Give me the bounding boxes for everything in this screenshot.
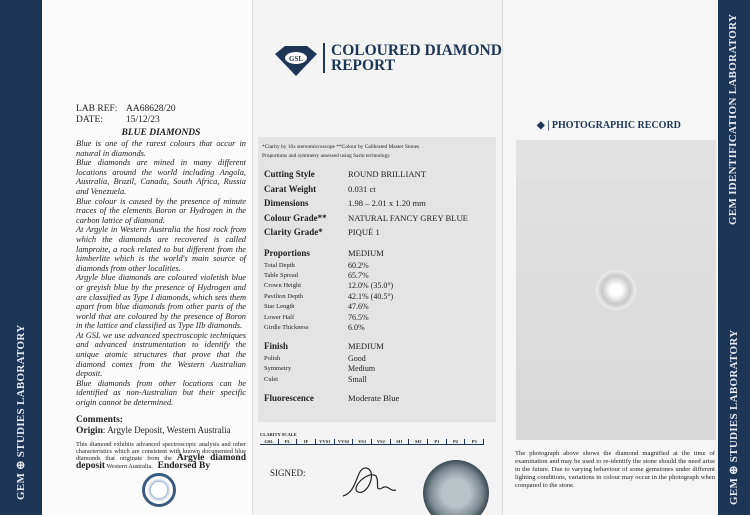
clarity-grade: P3: [465, 439, 484, 444]
row-label: Proportions: [264, 247, 310, 258]
statement-bold: Argyle diamond deposit: [76, 453, 246, 471]
row-value: Moderate Blue: [348, 392, 400, 403]
row-value: 47.6%: [348, 302, 369, 312]
clarity-grade: IF: [297, 439, 316, 444]
row-value: 1.98 – 2.01 x 1.20 mm: [348, 198, 426, 209]
row-label: Colour Grade**: [264, 212, 327, 223]
heading: BLUE DIAMONDS: [121, 128, 201, 138]
grading-row: [264, 302, 496, 312]
grading-row: [264, 196, 496, 211]
brand-text-bottom: GEM ⊕ STUDIES LABORATORY: [728, 329, 740, 505]
paragraph: Blue diamonds from other locations can be identified as non-Australian but their specific origin cannot be determined.: [76, 378, 246, 408]
clarity-scale: [260, 432, 484, 445]
grading-row: [264, 225, 496, 240]
date-label: DATE:: [76, 115, 103, 125]
diamond-photo: [516, 140, 716, 440]
row-label: Dimensions: [264, 198, 309, 209]
clarity-grade: VS1: [353, 439, 372, 444]
row-value: 60.2%: [348, 260, 369, 270]
grading-row: [264, 364, 496, 374]
row-label: Cutting Style: [264, 169, 315, 180]
grading-row: [264, 246, 496, 261]
row-value: 6.0%: [348, 323, 365, 333]
row-value: Good: [348, 353, 366, 363]
title-line-1: COLOURED DIAMOND: [331, 42, 502, 59]
row-label: Girdle Thickness: [264, 324, 309, 332]
row-value: NATURAL FANCY GREY BLUE: [348, 212, 468, 223]
row-value: MEDIUM: [348, 340, 384, 351]
clarity-grade: P1: [428, 439, 447, 444]
diamond-icon: ◆ |: [537, 120, 552, 131]
grading-row: [264, 260, 496, 270]
row-label: Table Spread: [264, 272, 299, 280]
row-label: Finish: [264, 340, 289, 351]
middle-panel: [252, 0, 502, 515]
note: Proportions and symmetry assessed using Sarin technology: [262, 153, 390, 159]
paragraph: At GSL we use advanced spectroscopic techniques and advanced instrumentation to identify the unique atomic structures that prove that the diamond comes from the Western Australian deposit.: [76, 330, 246, 379]
lab-reference: [76, 104, 246, 126]
row-label: Fluorescence: [264, 392, 314, 403]
footnotes: [262, 143, 496, 161]
brand-text: GEM ⊕ STUDIES LABORATORY: [15, 324, 27, 500]
row-label: Crown Height: [264, 282, 302, 290]
row-label: Pavilion Depth: [264, 292, 304, 300]
paragraph: Blue colour is caused by the presence of minute traces of the elements Boron or Hydrogen in the carbon lattice of diamond.: [76, 196, 246, 225]
clarity-grade: SI1: [391, 439, 410, 444]
note: *Clarity by 10x stereomicroscope **Colour by Calibrated Master Stones: [262, 144, 420, 150]
title-line-2: REPORT: [331, 57, 396, 74]
grading-row: [264, 353, 496, 363]
gsl-logo-icon: [273, 44, 319, 78]
brand-text-top: GEM IDENTIFICATION LABORATORY: [727, 13, 739, 225]
blue-diamonds-text: [76, 128, 246, 408]
clarity-grade: FL: [279, 439, 298, 444]
row-value: Small: [348, 374, 367, 384]
right-brand-strip: [718, 0, 750, 515]
svg-text:GSL: GSL: [288, 55, 304, 63]
photographic-record-heading: [537, 120, 681, 131]
clarity-grade: VVS2: [335, 439, 354, 444]
grading-row: [264, 211, 496, 226]
paragraph: At Argyle in Western Australia the host rock from which the diamonds are recovered is called lamproite, a rock related to but different from the kimberlite which is the world's main source of diamonds from other localities.: [76, 225, 246, 273]
grading-box: [258, 137, 496, 422]
row-label: Culet: [264, 375, 279, 383]
hologram-seal-icon: [423, 460, 489, 515]
grading-row: [264, 339, 496, 354]
comments-label: Comments:: [76, 414, 123, 425]
paragraph: Blue is one of the rarest colours that occur in natural in diamonds.: [76, 139, 246, 158]
clarity-grade: GSL: [260, 439, 279, 444]
row-label: Clarity Grade*: [264, 227, 323, 238]
row-label: Lower Half: [264, 313, 295, 321]
signature-icon: [338, 462, 398, 502]
paragraph: Argyle blue diamonds are coloured violetish blue or greyish blue by the presence of Hydrogen and are classified as Type I diamonds, which sets them apart from blue diamonds from other parts of the world that are coloured by the presence of Boron in the lattice and classified as Type IIb diamonds.: [76, 273, 246, 331]
row-label: Star Length: [264, 303, 295, 311]
grading-row: [264, 374, 496, 384]
row-value: 12.0% (35.0°): [348, 281, 394, 291]
row-value: 76.5%: [348, 312, 369, 322]
right-panel: [502, 0, 718, 515]
diamond-image-icon: [596, 270, 636, 310]
left-brand-strip: [0, 0, 42, 515]
statement-text: This diamond exhibits advanced spectroscopic analysis and other characteristics which are consistent with known documented blue diamonds that originate from the: [76, 440, 246, 463]
origin-value: Argyle Deposit, Western Australia: [107, 425, 231, 436]
row-value: ROUND BRILLIANT: [348, 169, 427, 180]
row-label: Symmetry: [264, 365, 292, 373]
comments: Comments: Origin: Argyle Deposit, Western Australia This diamond exhibits advanced spectroscopic analysis and other characteristics which are consistent with known documented blue diamonds that originate from the Argyle diamond deposit Western Australia. Endorsed By: [76, 414, 246, 471]
endorsed-label: Endorsed By: [157, 460, 211, 471]
grading-row: [264, 312, 496, 322]
grading-row: [264, 281, 496, 291]
date-value: 15/12/23: [126, 115, 160, 125]
row-label: Total Depth: [264, 261, 295, 269]
statement: [76, 441, 246, 471]
grading-row: [264, 182, 496, 197]
lab-ref-label: LAB REF:: [76, 104, 118, 114]
row-value: PIQUÉ 1: [348, 227, 380, 238]
row-value: 65.7%: [348, 271, 369, 281]
grading-row: [264, 291, 496, 301]
row-value: Medium: [348, 364, 376, 374]
signed-label: SIGNED:: [270, 468, 306, 478]
grading-row: [264, 390, 496, 405]
grading-row: [264, 322, 496, 332]
row-label: Polish: [264, 354, 281, 362]
grading-row: [264, 270, 496, 280]
left-content: [76, 104, 246, 507]
statement-end: Western Australia.: [106, 462, 153, 470]
row-value: 42.1% (40.5°): [348, 291, 394, 301]
clarity-grade: P2: [447, 439, 466, 444]
clarity-scale-label: CLARITY SCALE: [260, 432, 297, 437]
endorsement-seal-icon: [142, 473, 176, 507]
origin-label: Origin: [76, 426, 103, 437]
left-panel: [42, 0, 252, 515]
row-value: 0.031 ct: [348, 183, 376, 194]
row-label: Carat Weight: [264, 183, 317, 194]
clarity-grade: VS2: [372, 439, 391, 444]
report-title: [323, 43, 502, 73]
clarity-grade: VVS1: [316, 439, 335, 444]
lab-ref-value: AA68628/20: [126, 104, 176, 114]
row-value: MEDIUM: [348, 247, 384, 258]
photo-caption: The photograph above shows the diamond magnified at the time of examination and may be used to re-identify the stone should the need arise in the future. Due to varying behaviour of some gemstones under different lighting conditions, variations in colour may occur in the photograph when compared to the stone.: [515, 450, 715, 489]
clarity-grade: SI2: [409, 439, 428, 444]
paragraph: Blue diamonds are mined in many different locations around the world including Angola, Australia, Brazil, Canada, South Africa, Russia and Venezuela.: [76, 158, 246, 196]
grading-row: [264, 167, 496, 182]
heading-text: PHOTOGRAPHIC RECORD: [551, 120, 681, 131]
